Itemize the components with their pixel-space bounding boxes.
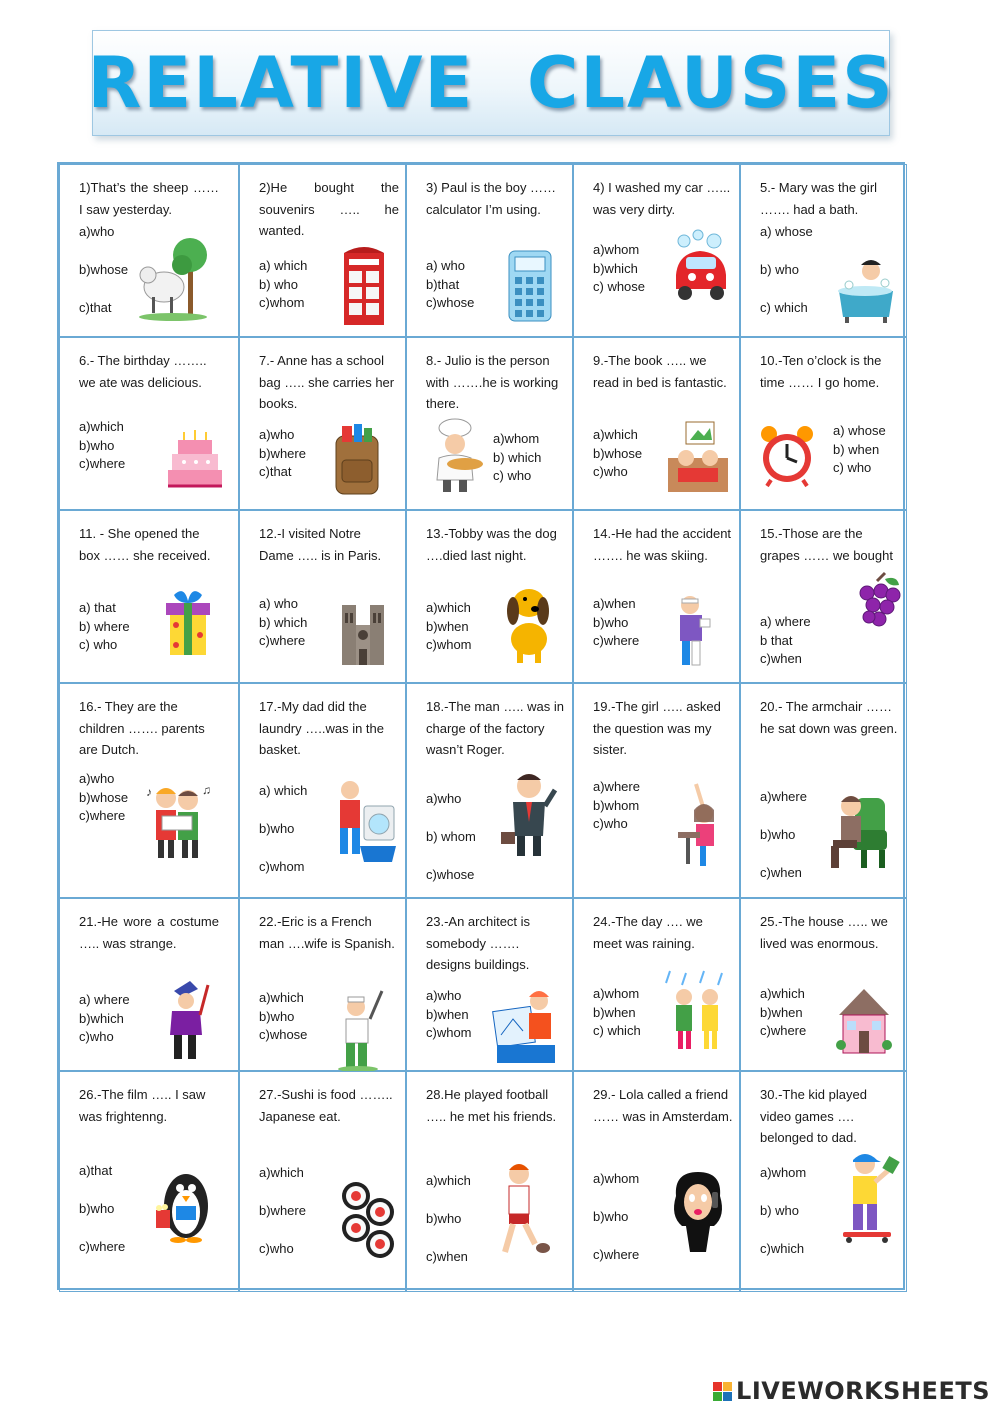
answer-option[interactable]: a) which: [259, 258, 308, 273]
answer-option[interactable]: b) who: [760, 262, 800, 277]
question-text: 14.-He had the accident ……. he was skiing.: [593, 526, 732, 563]
cathedral-icon: [338, 595, 388, 667]
answer-options: [493, 430, 541, 486]
chef-icon: [421, 418, 489, 496]
answer-options: [79, 991, 130, 1047]
answer-option[interactable]: c)which: [760, 1241, 805, 1256]
page-title: RELATIVE CLAUSES: [87, 42, 895, 124]
answer-option[interactable]: b)where: [259, 445, 306, 461]
answer-option[interactable]: c)when: [426, 1249, 468, 1264]
question-text: 28.He played football ….. he met his friends.: [426, 1087, 557, 1124]
answer-options: [79, 599, 130, 655]
question-card: [239, 164, 406, 337]
answer-option[interactable]: c) who: [79, 637, 118, 652]
sushi-icon: [336, 1176, 400, 1264]
question-text: 27.-Sushi is food …….. Japanese eat.: [259, 1087, 393, 1124]
answer-option[interactable]: c) which: [760, 300, 808, 315]
answer-option[interactable]: a)whom: [493, 431, 540, 446]
answer-option[interactable]: a)which: [259, 990, 304, 1005]
answer-option[interactable]: b)who: [79, 1201, 115, 1216]
question-text: 23.-An architect is somebody ……. designs buildings.: [426, 914, 531, 972]
question-card: [59, 898, 239, 1071]
injured-boy-icon: [670, 593, 716, 671]
answer-option[interactable]: c)whom: [259, 295, 305, 310]
question-text: 26.-The film ….. I saw was frightenng.: [79, 1087, 206, 1124]
answer-options: [833, 422, 886, 478]
question-text: 1)That’s the sheep …… I saw yesterday.: [79, 180, 219, 217]
costume-man-icon: [160, 979, 210, 1061]
answer-option[interactable]: c)that: [79, 300, 112, 315]
question-text: 8.- Julio is the person with …….he is working there.: [426, 353, 559, 411]
answer-option[interactable]: b) who: [259, 276, 299, 292]
answer-option[interactable]: c)where: [593, 1247, 640, 1262]
answer-option[interactable]: b)when: [593, 1004, 636, 1020]
answer-option[interactable]: b)where: [259, 1203, 306, 1218]
answer-option[interactable]: c) whose: [593, 279, 646, 294]
answer-option[interactable]: b) whom: [426, 829, 476, 844]
answer-option[interactable]: b) who: [760, 1203, 800, 1218]
answer-options: [593, 241, 645, 297]
question-card: [239, 683, 406, 898]
question-text: 29.- Lola called a friend …… was in Amsterdam.: [593, 1087, 733, 1124]
answer-option[interactable]: c)whom: [259, 859, 305, 874]
answer-option[interactable]: a)which: [593, 427, 638, 442]
sheep-tree-icon: [138, 227, 208, 322]
golfer-icon: [334, 989, 386, 1073]
answer-options: [426, 1172, 471, 1286]
answer-options: [760, 1164, 806, 1278]
answer-option[interactable]: a)whom: [593, 986, 640, 1001]
alarm-clock-icon: [757, 424, 817, 486]
answer-options: [426, 987, 472, 1043]
question-card: [59, 337, 239, 510]
businessman-icon: [499, 770, 557, 860]
answer-options: [259, 782, 307, 896]
question-text: 2)He bought the souvenirs ….. he wanted.: [259, 180, 399, 238]
question-card: [59, 510, 239, 683]
question-card: [406, 1071, 573, 1292]
answer-options: [426, 257, 474, 313]
answer-option[interactable]: c)who: [593, 816, 628, 831]
answer-option[interactable]: a)whom: [593, 242, 640, 257]
singing-children-icon: [144, 780, 210, 862]
question-card: [239, 1071, 406, 1292]
gamer-kid-icon: [835, 1150, 901, 1244]
question-text: 24.-The day …. we meet was raining.: [593, 914, 703, 951]
question-card: [740, 510, 907, 683]
answer-option[interactable]: a)whom: [593, 1171, 640, 1186]
question-text: 25.-The house ….. we lived was enormous.: [760, 914, 888, 951]
car-icon: [670, 227, 732, 307]
exercise-grid: [57, 162, 905, 1290]
answer-option[interactable]: a)who: [79, 771, 115, 786]
question-card: [406, 683, 573, 898]
answer-options: [259, 989, 307, 1045]
answer-options: [593, 595, 639, 651]
question-text: 16.- They are the children ……. parents are Dutch.: [79, 699, 205, 757]
bathtub-icon: [835, 255, 897, 325]
answer-option[interactable]: a) whose: [833, 423, 886, 438]
answer-options: [259, 257, 307, 313]
architect-icon: [493, 979, 557, 1065]
answer-option[interactable]: a) where: [79, 992, 130, 1007]
answer-option[interactable]: c)whose: [259, 1027, 308, 1042]
question-card: [406, 898, 573, 1071]
gift-box-icon: [160, 585, 216, 657]
answer-option[interactable]: a)who: [79, 224, 115, 239]
student-girl-icon: [674, 780, 724, 870]
answer-option[interactable]: b)who: [760, 827, 796, 842]
question-text: 7.- Anne has a school bag ….. she carries her books.: [259, 353, 395, 411]
question-text: 19.-The girl ….. asked the question was my sister.: [593, 699, 721, 757]
question-card: [239, 510, 406, 683]
answer-option[interactable]: b) which: [493, 449, 542, 465]
question-card: [59, 164, 239, 337]
answer-options: [760, 613, 811, 669]
question-card: [740, 898, 907, 1071]
answer-options: [426, 790, 476, 904]
answer-option[interactable]: a) where: [760, 614, 811, 629]
answer-option[interactable]: a) who: [259, 596, 299, 611]
answer-option[interactable]: a)who: [259, 427, 295, 442]
liveworksheets-logo: [713, 1377, 990, 1405]
logo-text: LIVEWORKSHEETS: [736, 1377, 990, 1405]
answer-option[interactable]: a)where: [760, 789, 807, 804]
answer-options: [593, 985, 641, 1041]
answer-option[interactable]: a) who: [426, 258, 466, 273]
answer-option[interactable]: c)who: [79, 1029, 114, 1044]
answer-option[interactable]: c)that: [259, 464, 292, 479]
answer-option[interactable]: a)which: [426, 1173, 471, 1188]
question-text: 30.-The kid played video games …. belonged to dad.: [760, 1087, 867, 1145]
question-text: 21.-He wore a costume ….. was strange.: [79, 914, 219, 951]
answer-option[interactable]: b)whose: [593, 445, 643, 461]
reading-in-bed-icon: [664, 418, 732, 498]
answer-option[interactable]: c)whose: [426, 295, 475, 310]
answer-option[interactable]: a)whom: [760, 1165, 807, 1180]
question-text: 3) Paul is the boy …… calculator I’m using.: [426, 180, 557, 217]
answer-option[interactable]: c)when: [760, 865, 802, 880]
answer-option[interactable]: a)who: [426, 988, 462, 1003]
answer-option[interactable]: b)that: [426, 276, 460, 292]
answer-option[interactable]: c)who: [259, 1241, 294, 1256]
question-card: [573, 683, 740, 898]
question-card: [573, 510, 740, 683]
answer-option[interactable]: c)where: [79, 1239, 126, 1254]
question-card: [573, 164, 740, 337]
answer-option[interactable]: a)which: [760, 986, 805, 1001]
question-text: 5.- Mary was the girl ……. had a bath.: [760, 180, 878, 217]
question-card: [573, 1071, 740, 1292]
answer-option[interactable]: c)where: [593, 633, 640, 648]
answer-option[interactable]: a) whose: [760, 224, 813, 239]
answer-option[interactable]: c)where: [760, 1023, 807, 1038]
answer-option[interactable]: b) which: [259, 614, 308, 630]
answer-option[interactable]: b)whose: [79, 262, 129, 277]
answer-option[interactable]: b)when: [760, 1004, 803, 1020]
question-text: 10.-Ten o’clock is the time …… I go home.: [760, 353, 882, 390]
answer-options: [79, 770, 128, 826]
answer-options: [760, 223, 813, 337]
question-card: [740, 1071, 907, 1292]
answer-option[interactable]: c)whose: [426, 867, 475, 882]
question-card: [59, 683, 239, 898]
answer-options: [760, 788, 807, 902]
question-text: 20.- The armchair …… he sat down was green.: [760, 699, 898, 736]
answer-option[interactable]: a)who: [426, 791, 462, 806]
answer-option[interactable]: c)where: [79, 808, 126, 823]
answer-option[interactable]: b)who: [79, 437, 115, 453]
question-text: 17.-My dad did the laundry …..was in the basket.: [259, 699, 385, 757]
question-text: 18.-The man ….. was in charge of the factory wasn’t Roger.: [426, 699, 564, 757]
answer-option[interactable]: c) who: [493, 468, 532, 483]
answer-option[interactable]: b)when: [426, 1006, 469, 1022]
question-text: 9.-The book ….. we read in bed is fantastic.: [593, 353, 727, 390]
answer-option[interactable]: c)when: [760, 651, 802, 666]
question-card: [239, 337, 406, 510]
answer-option[interactable]: b)when: [426, 618, 469, 634]
answer-option[interactable]: b that: [760, 632, 793, 648]
phone-booth-icon: [340, 245, 388, 327]
answer-option[interactable]: a)which: [79, 419, 124, 434]
answer-option[interactable]: b) where: [79, 618, 130, 634]
answer-option[interactable]: c)who: [593, 464, 628, 479]
answer-option[interactable]: b)who: [259, 1008, 295, 1024]
answer-option[interactable]: b)whom: [593, 797, 640, 813]
answer-option[interactable]: b)which: [593, 260, 638, 276]
laundry-icon: [330, 776, 398, 866]
question-text: 22.-Eric is a French man ….wife is Spanish.: [259, 914, 395, 951]
question-text: 13.-Tobby was the dog ….died last night.: [426, 526, 557, 563]
phone-girl-icon: [666, 1166, 728, 1256]
answer-option[interactable]: a) that: [79, 600, 116, 615]
answer-option[interactable]: c) who: [833, 460, 872, 475]
answer-option[interactable]: b)whose: [79, 789, 129, 805]
question-card: [406, 164, 573, 337]
rain-people-icon: [664, 969, 730, 1053]
question-card: [406, 510, 573, 683]
armchair-man-icon: [825, 784, 889, 874]
dog-icon: [497, 579, 559, 665]
answer-option[interactable]: b)who: [593, 1209, 629, 1224]
svg-text:♫: ♫: [202, 783, 211, 797]
answer-option[interactable]: c)whom: [426, 637, 472, 652]
question-text: 6.- The birthday …….. we ate was delicious.: [79, 353, 207, 390]
svg-text:♪: ♪: [146, 785, 152, 799]
answer-option[interactable]: a)that: [79, 1163, 113, 1178]
question-card: [239, 898, 406, 1071]
answer-options: [593, 426, 642, 482]
answer-options: [760, 985, 806, 1041]
question-card: [59, 1071, 239, 1292]
house-icon: [835, 985, 893, 1057]
answer-option[interactable]: a)which: [426, 600, 471, 615]
answer-options: [259, 426, 306, 482]
question-text: 15.-Those are the grapes …… we bought: [760, 526, 893, 563]
answer-option[interactable]: c)whom: [426, 1025, 472, 1040]
cake-icon: [166, 428, 224, 490]
calculator-icon: [505, 247, 555, 325]
grapes-icon: [851, 571, 905, 637]
question-text: 4) I washed my car …... was very dirty.: [593, 180, 731, 217]
answer-option[interactable]: b) when: [833, 441, 880, 457]
question-card: [740, 683, 907, 898]
question-card: [406, 337, 573, 510]
backpack-icon: [328, 422, 386, 498]
question-card: [573, 337, 740, 510]
answer-option[interactable]: a)when: [593, 596, 636, 611]
question-card: [740, 164, 907, 337]
answer-options: [79, 223, 128, 337]
answer-option[interactable]: b)who: [426, 1211, 462, 1226]
answer-option[interactable]: c)where: [79, 456, 126, 471]
answer-option[interactable]: a) which: [259, 783, 308, 798]
question-text: 12.-I visited Notre Dame ….. is in Paris.: [259, 526, 382, 563]
football-player-icon: [497, 1158, 551, 1258]
answer-option[interactable]: c) which: [593, 1023, 641, 1038]
answer-option[interactable]: b)who: [593, 614, 629, 630]
question-card: [740, 337, 907, 510]
answer-option[interactable]: b)which: [79, 1010, 124, 1026]
answer-options: [593, 778, 640, 834]
answer-option[interactable]: a)where: [593, 779, 640, 794]
logo-mark-icon: [713, 1382, 732, 1401]
title-banner: [87, 30, 895, 136]
answer-option[interactable]: a)which: [259, 1165, 304, 1180]
answer-options: [259, 595, 307, 651]
penguin-movies-icon: [154, 1160, 214, 1244]
answer-option[interactable]: c)where: [259, 633, 306, 648]
answer-options: [426, 599, 472, 655]
answer-options: [259, 1164, 306, 1278]
answer-options: [593, 1170, 639, 1284]
question-text: 11. - She opened the box …… she received.: [79, 526, 211, 563]
answer-options: [79, 1162, 125, 1276]
question-card: [573, 898, 740, 1071]
answer-options: [79, 418, 125, 474]
answer-option[interactable]: b)who: [259, 821, 295, 836]
